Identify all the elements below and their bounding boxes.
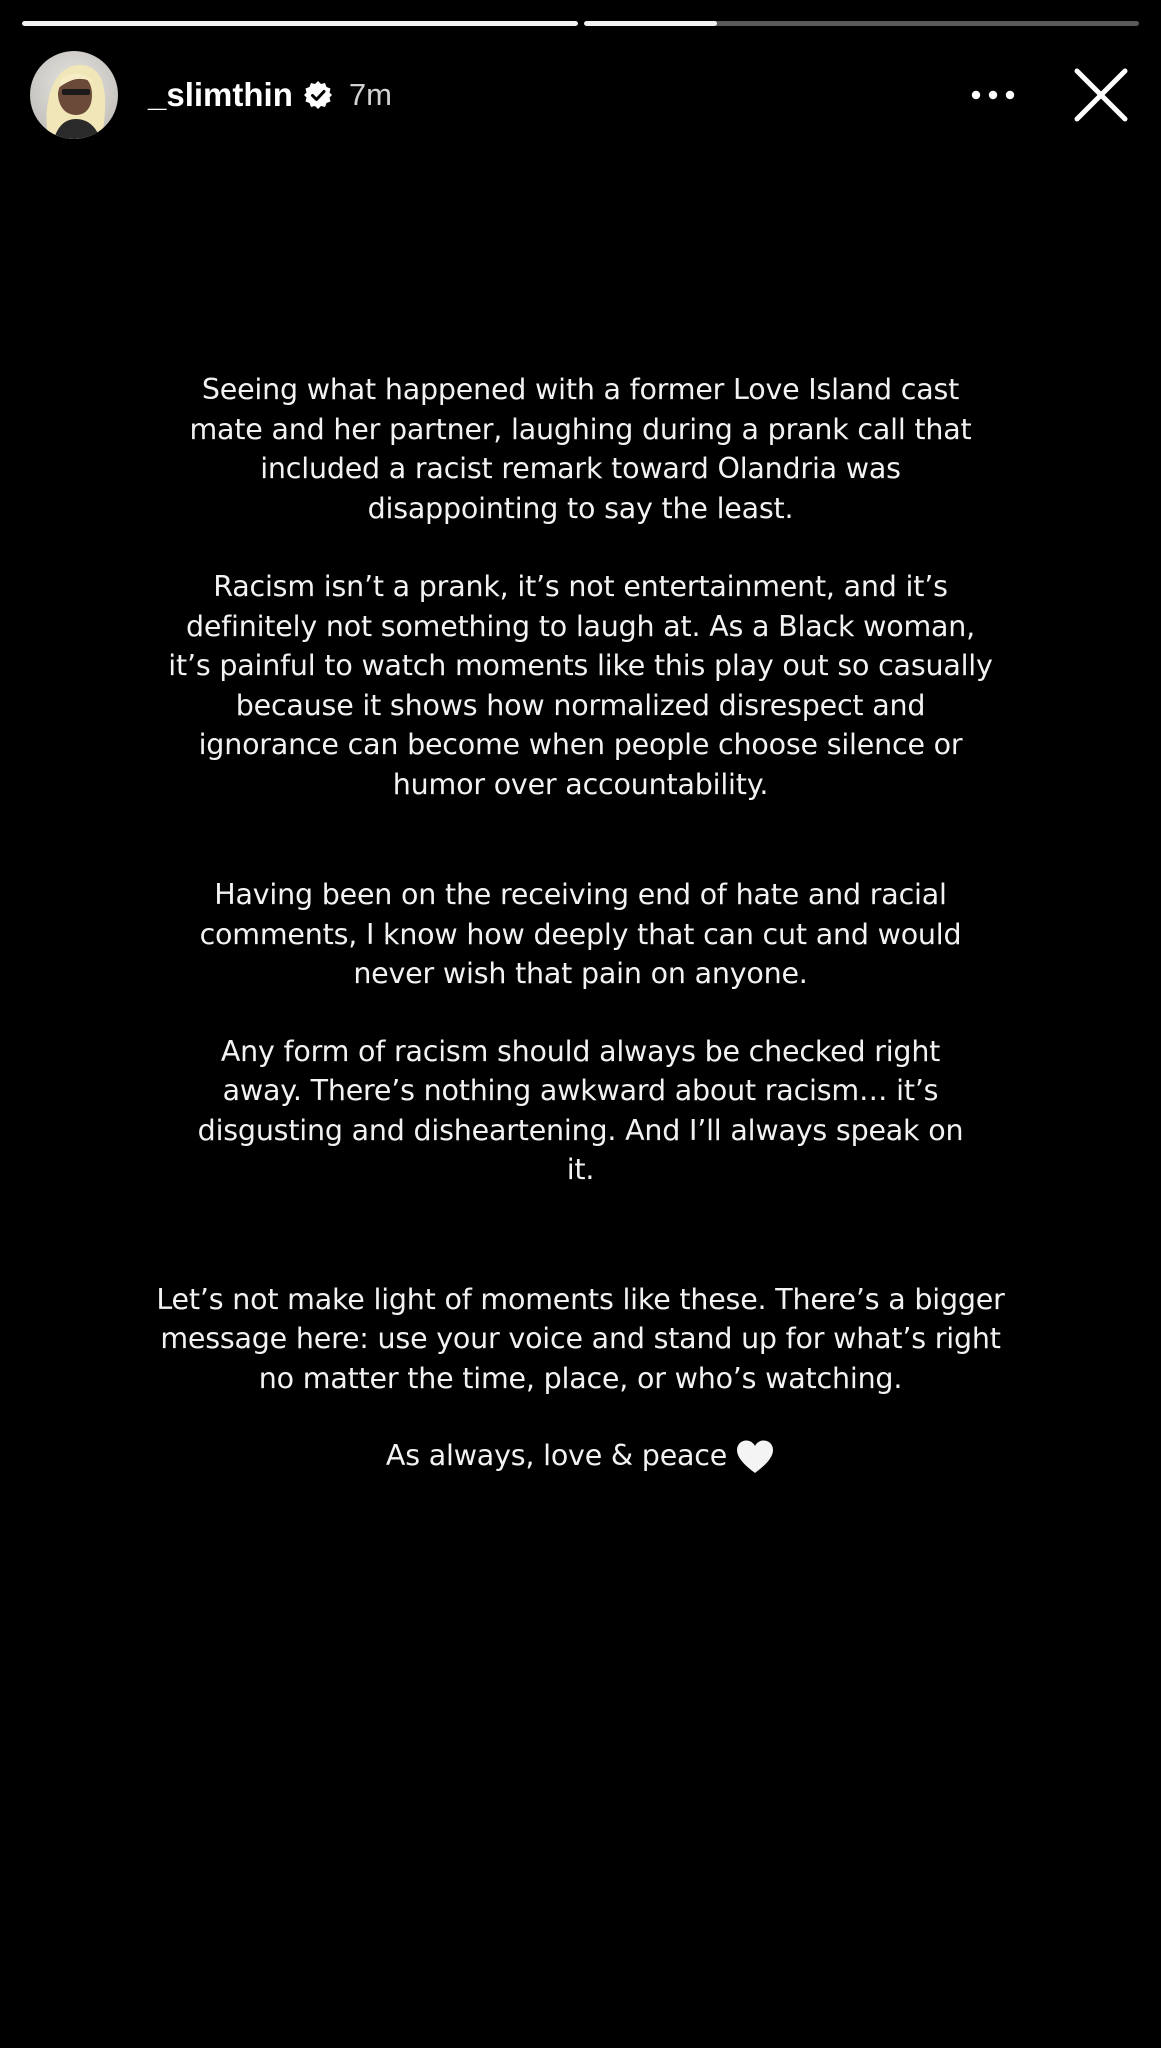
story-text-body bbox=[60, 370, 1101, 1476]
more-options-icon bbox=[971, 90, 1015, 100]
close-button[interactable] bbox=[1071, 65, 1131, 125]
progress-segment-1 bbox=[22, 21, 578, 26]
story-paragraph-2: Racism isn’t a prank, it’s not entertainment, and it’s definitely not something to laugh at. As a Black woman, it’s painful to watch moments like this play out so casually because it shows how normalized disrespect and ignorance can become when people choose silence or humor over accountability. bbox=[168, 570, 993, 801]
avatar[interactable] bbox=[30, 51, 118, 139]
story-header bbox=[30, 48, 1131, 142]
more-options-button[interactable] bbox=[963, 70, 1023, 120]
story-paragraph-1: Seeing what happened with a former Love Island cast mate and her partner, laughing during a prank call that included a racist remark toward Olandria was disappointing to say the least. bbox=[189, 373, 972, 525]
verified-badge-icon bbox=[303, 80, 333, 110]
story-paragraph-6 bbox=[281, 1436, 881, 1476]
white-heart-icon bbox=[735, 1439, 775, 1475]
progress-segment-2 bbox=[584, 21, 1140, 26]
progress-fill-1 bbox=[22, 21, 578, 26]
story-paragraph-4: Any form of racism should always be checked right away. There’s nothing awkward about racism… it’s disgusting and disheartening. And I’ll always speak on it. bbox=[197, 1034, 964, 1186]
user-avatar-icon bbox=[30, 51, 118, 139]
post-time: 7m bbox=[348, 77, 392, 112]
progress-fill-2 bbox=[584, 21, 717, 26]
story-paragraph-5: Let’s not make light of moments like these. There’s a bigger message here: use your voice and stand up for what’s right no matter the time, place, or who’s watching. bbox=[156, 1282, 1005, 1395]
story-progress-bar bbox=[22, 21, 1139, 26]
closing-line: As always, love & peace bbox=[385, 1439, 728, 1472]
story-paragraph-3: Having been on the receiving end of hate and racial comments, I know how deeply that can cut and would never wish that pain on anyone. bbox=[199, 878, 962, 990]
username[interactable]: _slimthin bbox=[148, 76, 293, 113]
close-icon bbox=[1073, 67, 1129, 123]
